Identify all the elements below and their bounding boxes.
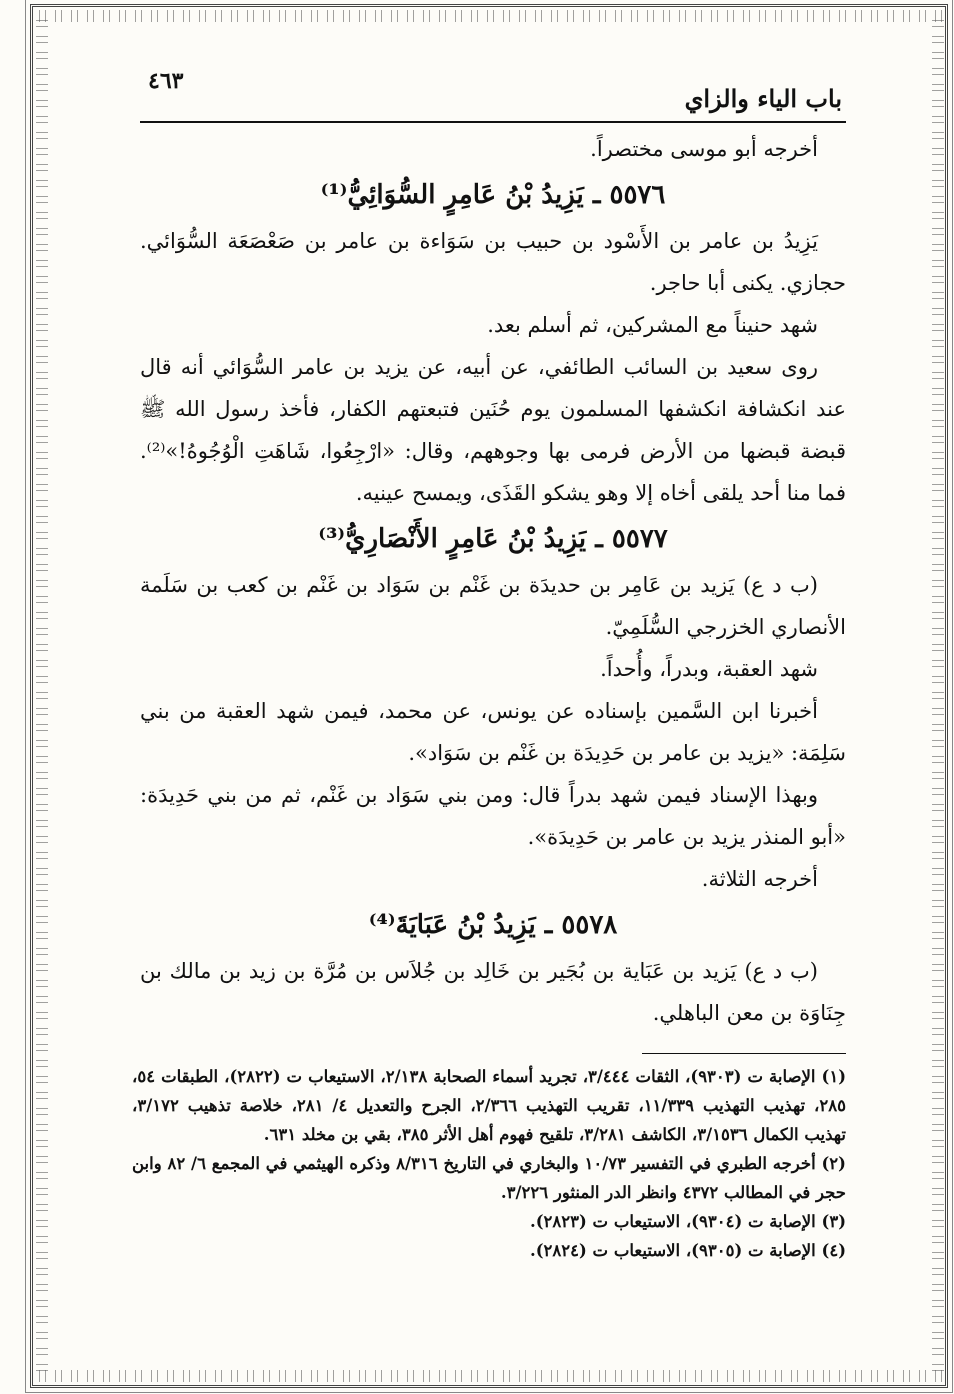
running-head: باب الياء والزاي (684, 84, 842, 113)
footnote-2: (٢) أخرجه الطبري في التفسير ١٠/٧٣ والبخاري في التاريخ ٨/٣١٦ وذكره الهيثمي في المجمع ٦/ ٨٢ وابن حجر في المطالب ٤٣٧٢ وانظر الدر المنثور ٣/٢٢٦. (132, 1154, 846, 1202)
paragraph-4: (ب د ع) يَزيد بن عَامِر بن حديدَة بن غَنْم بن سَوَاد بن غَنْم بن كعب بن سَلَمة الأنصاري الخزرجي السُّلَمِيّ. (140, 573, 846, 639)
paragraph-3: روى سعيد بن السائب الطائفي، عن أبيه، عن يزيد بن عامر السُّوَائي أنه قال عند انكشافة انكشفها المسلمون يوم حُنَين فتبعتهم الكفار، فأخذ رسول الله ﷺ قبضة قبضها من الأرض فرمى بها وجوههم، وقال: «ارْجِعُوا، شَاهَتِ الْوُجُوهُ!»⁽²⁾. فما منا أحد يلقى أخاه إلا وهو يشكو القَذَى، ويمسح عينيه. (140, 355, 846, 505)
entry-heading-5577: ٥٥٧٧ ـ يَزِيدُ بْنُ عَامِرٍ الأَنْصَارِيُّ⁽³⁾ (318, 524, 668, 554)
paragraph-7: وبهذا الإسناد فيمن شهد بدراً قال: ومن بني سَوَاد بن غَنْم، ثم من بني حَدِيدَة: «أبو المنذر يزيد بن عامر بن حَدِيدَة». (140, 783, 846, 849)
main-text (140, 128, 846, 1034)
footnote-1: (١) الإصابة ت (٩٣٠٣)، الثقات ٣/٤٤٤، تجريد أسماء الصحابة ٢/١٣٨، الاستيعاب ت (٢٨٢٢)، الطبقات ٥٤، ٢٨٥، تهذيب التهذيب ١١/٣٣٩، تقريب التهذيب ٢/٣٦٦، الجرح والتعديل ٤/ ٢٨١، خلاصة تذهيب ٣/١٧٢، تهذيب الكمال ٣/١٥٣٦، الكاشف ٣/٢٨١، تلقيح فهوم أهل الأثر ٣٨٥، بقي بن مخلد ٦٣١. (132, 1067, 847, 1144)
footnotes (132, 1062, 846, 1265)
footnote-4: (٤) الإصابة ت (٩٣٠٥)، الاستيعاب ت (٢٨٢٤). (529, 1241, 846, 1260)
entry-heading-5576: ٥٥٧٦ ـ يَزِيدُ بْنُ عَامِرٍ السُّوَائِيُّ⁽¹⁾ (320, 180, 666, 210)
paragraph-1: يَزِيدُ بن عامر بن الأَسْود بن حبيب بن سَوَاءة بن عامر بن صَعْصَعَة السُّوَائي. حجازي. يكنى أبا حاجر. (140, 229, 846, 295)
paragraph-5: شهد العقبة، وبدراً، وأُحداً. (600, 657, 818, 681)
footnote-3: (٣) الإصابة ت (٩٣٠٤)، الاستيعاب ت (٢٨٢٣). (529, 1212, 846, 1231)
header-rule (140, 121, 846, 123)
page-number: ٤٦٣ (148, 68, 184, 94)
paragraph-6: أخبرنا ابن السَّمين بإسناده عن يونس، عن محمد، فيمن شهد العقبة من بني سَلِمَة: «يزيد بن عامر بن حَدِيدَة بن غَنْم بن سَوَاد». (140, 699, 846, 765)
paragraph-9: (ب د ع) يَزيد بن عَبَاية بن بُجَير بن خَالِد بن جُلاَس بن مُرَّة بن زيد بن مالك بن جِنَاوَة بن معن الباهلي. (140, 959, 846, 1025)
paragraph-0: أخرجه أبو موسى مختصراً. (590, 137, 818, 161)
footnote-rule (642, 1053, 846, 1054)
paragraph-8: أخرجه الثلاثة. (701, 867, 818, 891)
entry-heading-5578: ٥٥٧٨ ـ يَزِيدُ بْنُ عَبَايَةَ⁽⁴⁾ (368, 910, 618, 940)
paragraph-2: شهد حنيناً مع المشركين، ثم أسلم بعد. (487, 313, 818, 337)
